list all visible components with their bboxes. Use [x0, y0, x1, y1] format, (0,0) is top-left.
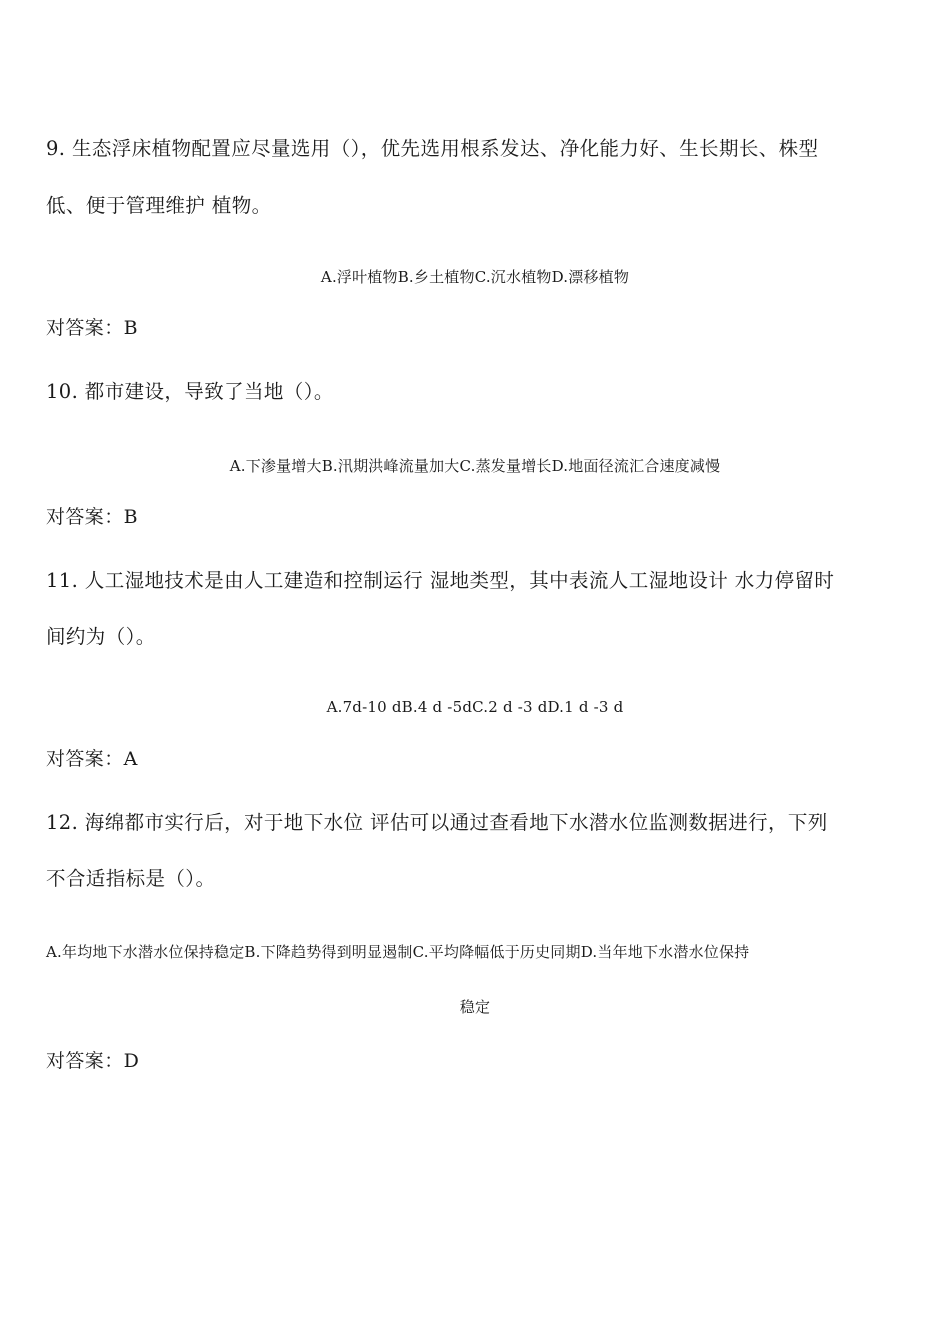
options-line: A.7d-10 dB.4 d -5dC.2 d -3 dD.1 d -3 d [326, 698, 624, 716]
question-text-line: 低、便于管理维护 植物。 [46, 194, 272, 217]
question-text-line: 12. 海绵都市实行后，对于地下水位 评估可以通过查看地下水潜水位监测数据进行，下列 [46, 811, 828, 834]
question-text-line: 9. 生态浮床植物配置应尽量选用（），优先选用根系发达、净化能力好、生长期长、株型 [46, 137, 819, 160]
answer-line: 对答案：B [46, 506, 138, 528]
question-text-line: 间约为（）。 [46, 625, 156, 648]
options-line: A.年均地下水潜水位保持稳定B.下降趋势得到明显遏制C.平均降幅低于历史同期D.当年地下水潜水位保持 [46, 943, 750, 961]
question-text-line: 11. 人工湿地技术是由人工建造和控制运行 湿地类型，其中表流人工湿地设计 水力停留时 [46, 569, 835, 592]
question-text-line: 不合适指标是（）。 [46, 867, 216, 890]
answer-line: 对答案：D [46, 1050, 140, 1072]
question-text-line: 10. 都市建设，导致了当地（）。 [46, 380, 334, 403]
options-line: 稳定 [459, 998, 491, 1016]
options-line: A.下渗量增大B.汛期洪峰流量加大C.蒸发量增长D.地面径流汇合速度减慢 [229, 457, 721, 475]
answer-line: 对答案：A [46, 748, 138, 770]
answer-line: 对答案：B [46, 317, 138, 339]
options-line: A.浮叶植物B.乡土植物C.沉水植物D.漂移植物 [320, 268, 630, 286]
